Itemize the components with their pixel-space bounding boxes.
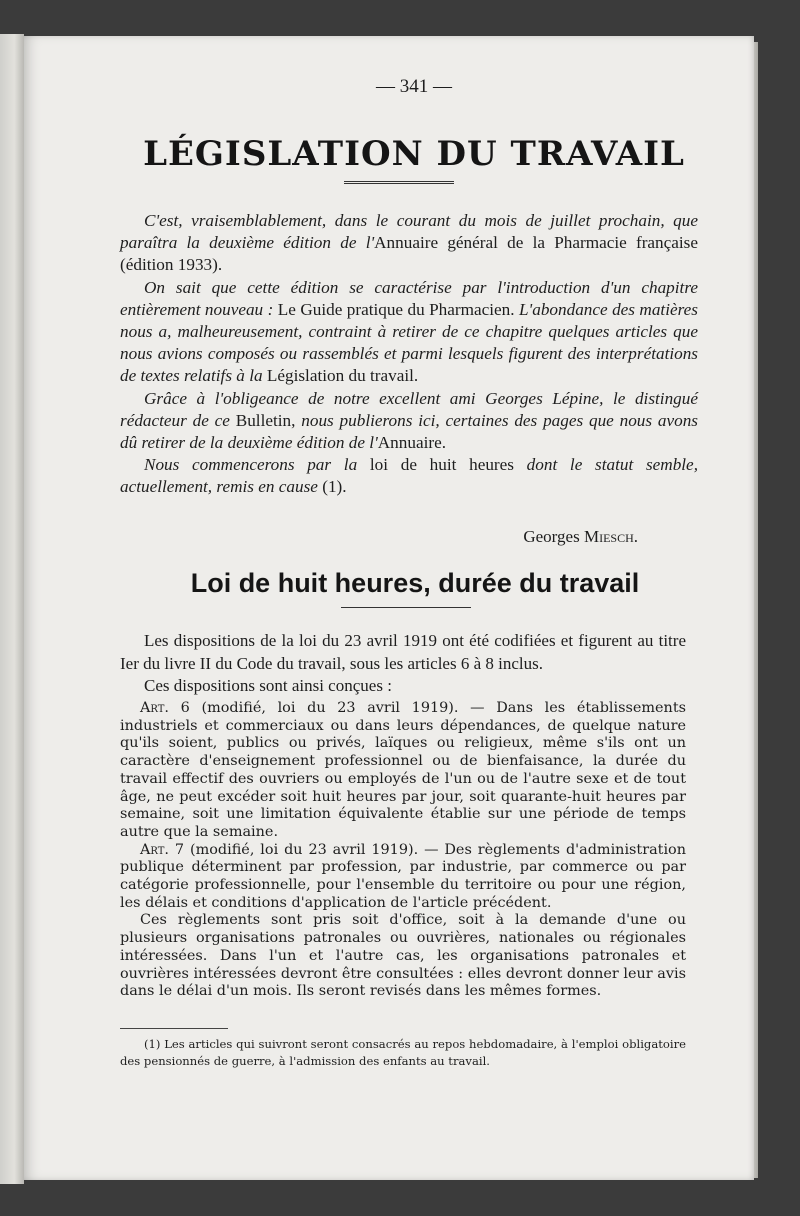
text-run: L'abondance des matières nous a, malheureusement, contraint à retirer de ce chapitre quelques articles que nous avions composés ou rassemblés et parmi lesquels figurent des interprétations de textes relatifs à la (120, 299, 698, 386)
text-run: Bulletin, (235, 410, 302, 430)
page-number: — 341 — (376, 76, 452, 97)
intro-paragraph-2 (120, 277, 698, 388)
footnote (120, 1036, 686, 1069)
section-title: Loi de huit heures, durée du travail (190, 568, 640, 598)
text-run: nous publierons ici, certaines des pages que nous avons dû retirer de la deuxième édition de l' (120, 410, 698, 453)
page-title: LÉGISLATION DU TRAVAIL (143, 134, 685, 174)
articles (120, 700, 686, 1001)
text-run: On sait que cette édition se caractérise par l'introduction d'un chapitre entièrement nouveau : (120, 277, 698, 319)
previous-page-edge (0, 34, 24, 1184)
text-run: Annuaire général de la Pharmacie française (édition 1933). (120, 233, 698, 275)
article-6-text: 6 (modifié, loi du 23 avril 1919). — Dans les établissements industriels et commerciaux ou dans leurs dépendances, de quelque nature qu'ils soient, publics ou privés, laïques ou religieux, même s'ils ont un caractère d'enseignement professionnel ou de bienfaisance, la durée du travail effectif des ouvriers ou employés de l'un ou de l'autre sexe et de tout âge, ne peut excéder soit huit heures par jour, soit quarante-huit heures par semaine, soit une limitation équivalente établie sur une période de temps autre que la semaine. (120, 700, 686, 840)
title-divider (344, 181, 454, 184)
article-7-paragraph-2: Ces règlements sont pris soit d'office, soit à la demande d'une ou plusieurs organisations patronales ou ouvrières, nationales ou régionales intéressées. Dans l'un et l'autre cas, les organisations patronales et ouvrières intéressées devront être consultées : elles devront donner leur avis dans le délai d'un mois. Ils seront revisés dans les mêmes formes. (120, 912, 686, 1000)
text-run: dont le statut semble, actuellement, remis en cause (120, 455, 698, 497)
intro-paragraph-3 (120, 388, 698, 455)
text-run: Le Guide pratique du Pharmacien. (277, 299, 519, 319)
text-run: Grâce à l'obligeance de notre excellent ami Georges Lépine, le distingué rédacteur de ce (120, 388, 698, 430)
intro-paragraph-1 (120, 210, 698, 277)
section-intro-paragraph: Ces dispositions sont ainsi conçues : (144, 676, 392, 696)
signature-first-name: Georges (523, 527, 580, 546)
text-run: Législation du travail. (266, 366, 419, 386)
article-7-label: Art. (140, 841, 169, 858)
text-run: Annuaire. (377, 433, 447, 453)
text-run: (1). (322, 477, 347, 497)
text-run: l' (365, 233, 375, 253)
intro-paragraph-4 (120, 454, 698, 498)
article-7-text: 7 (modifié, loi du 23 avril 1919). — Des règlements d'administration publique déterminent par profession, par industrie, par commerce ou par catégorie professionnelle, pour l'ensemble du territoire ou pour une région, les délais et conditions d'application de l'article précédent. (120, 841, 686, 911)
signature (424, 527, 638, 547)
footnote-divider (120, 1028, 228, 1029)
footnote-text: (1) Les articles qui suivront seront consacrés au repos hebdomadaire, à l'emploi obligatoire des pensionnés de guerre, à l'admission des enfants au travail. (120, 1037, 686, 1068)
section-divider (341, 607, 471, 608)
page (24, 36, 754, 1180)
section-intro-paragraph: Les dispositions de la loi du 23 avril 1919 ont été codifiées et figurent au titre Ier du livre II du Code du travail, sous les articles 6 à 8 inclus. (120, 631, 686, 673)
text-run: Nous commencerons par la (144, 455, 370, 475)
article-6-label: Art. (140, 700, 169, 716)
text-run: loi de huit heures (369, 455, 527, 475)
signature-last-name: Miesch. (583, 527, 638, 546)
article-6 (120, 700, 686, 842)
text-run: C'est, vraisemblablement, dans le courant du mois de juillet prochain, que paraîtra la deuxième édition de (120, 211, 698, 253)
editorial-introduction (120, 210, 698, 499)
article-7 (120, 842, 686, 913)
section-introduction (120, 630, 686, 698)
